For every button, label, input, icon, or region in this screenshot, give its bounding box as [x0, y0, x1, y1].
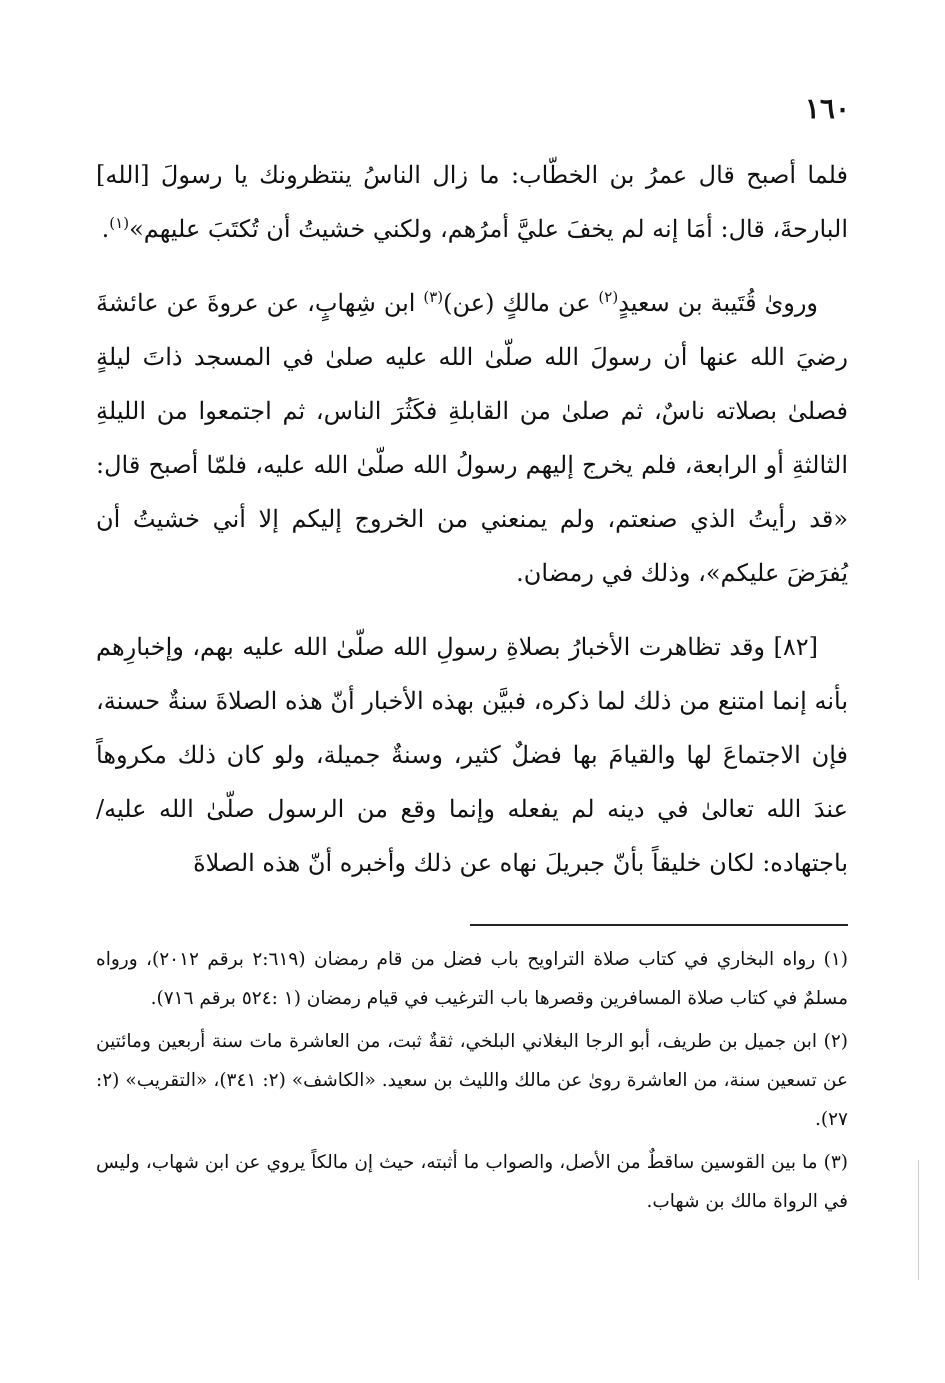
page-number: ١٦٠: [804, 92, 850, 125]
paragraph-3-text: وقد تظاهرت الأخبارُ بصلاةِ رسولِ الله صلّىٰ الله عليه بهم، وإخبارِهم بأنه إنما امتنع من ذلك لما ذكره، فبيَّن بهذه الأخبار أنّ هذه الصلاةَ سنةٌ حسنة، فإن الاجتماعَ لها والقيامَ بها فضلٌ كثير، وسنةٌ جميلة، ولو كان ذلك مكروهاً عندَ الله تعالىٰ في دينه لم يفعله وإنما وقع من الرسول صلّىٰ الله عليه/ باجتهاده: لكان خليقاً بأنّ جبريلَ نهاه عن ذلك وأخبره أنّ هذه الصلاةَ: [96, 633, 848, 877]
footnote-1: (١) رواه البخاري في كتاب صلاة التراويح باب فضل من قام رمضان (٢:٦١٩ برقم ٢٠١٢)، ورواه مسلمٌ في كتاب صلاة المسافرين وقصرها باب الترغيب في قيام رمضان (١ :٥٢٤ برقم ٧١٦).: [96, 949, 849, 1009]
paragraph-2-part-2: عن مالكٍ (عن): [443, 289, 599, 317]
footnote-ref-2: (٢): [598, 288, 619, 306]
footnote-divider: [470, 924, 848, 926]
footnotes: [96, 940, 848, 1225]
page-edge-mark: [918, 1160, 919, 1280]
paragraph-2-part-1: وروىٰ قُتَيبة بن سعيدٍ: [618, 289, 818, 317]
footnote-ref-3: (٣): [423, 288, 444, 306]
folio-marker: [٨٢]: [773, 633, 818, 661]
footnote-ref-1: (١): [109, 214, 130, 232]
main-text-body: [96, 148, 848, 910]
paragraph-1-tail: .: [101, 215, 110, 243]
footnote-2: (٢) ابن جميل بن طريف، أبو الرجا البغلاني البلخي، ثقةٌ ثبت، من العاشرة مات سنة أربعين ومائتين عن تسعين سنة، من العاشرة روىٰ عن مالك والليث بن سعيد. «الكاشف» (٢: ٣٤١)، «التقريب» (٢: ٢٧).: [96, 1031, 848, 1130]
paragraph-1-text: فلما أصبح قال عمرُ بن الخطّاب: ما زال الناسُ ينتظرونك يا رسولَ [الله] البارحةَ، قال: أمَا إنه لم يخفَ عليَّ أمرُهم، ولكني خشيتُ أن تُكتَبَ عليهم»: [96, 161, 848, 243]
paragraph-1: [96, 148, 848, 256]
paragraph-2-part-3: ابن شِهابٍ، عن عروةَ عن عائشةَ رضيَ الله عنها أن رسولَ الله صلّىٰ الله عليه صلىٰ في المسجد ذاتَ ليلةٍ فصلىٰ بصلاته ناسٌ، ثم صلىٰ من القابلةِ فكَثُرَ الناس، ثم اجتمعوا من الليلةِ الثالثةِ أو الرابعة، فلم يخرج إليهم رسولُ الله صلّىٰ الله عليه، فلمّا أصبح قال: «قد رأيتُ الذي صنعتم، ولم يمنعني من الخروج إليكم إلا أني خشيتُ أن يُفرَضَ عليكم»، وذلك في رمضان.: [96, 289, 848, 587]
paragraph-3: [96, 620, 848, 890]
paragraph-2: [96, 276, 848, 600]
footnote-3: (٣) ما بين القوسين ساقطٌ من الأصل، والصواب ما أثبته، حيث إن مالكاً يروي عن ابن شهاب، وليس في الرواة مالك بن شهاب.: [96, 1152, 848, 1212]
